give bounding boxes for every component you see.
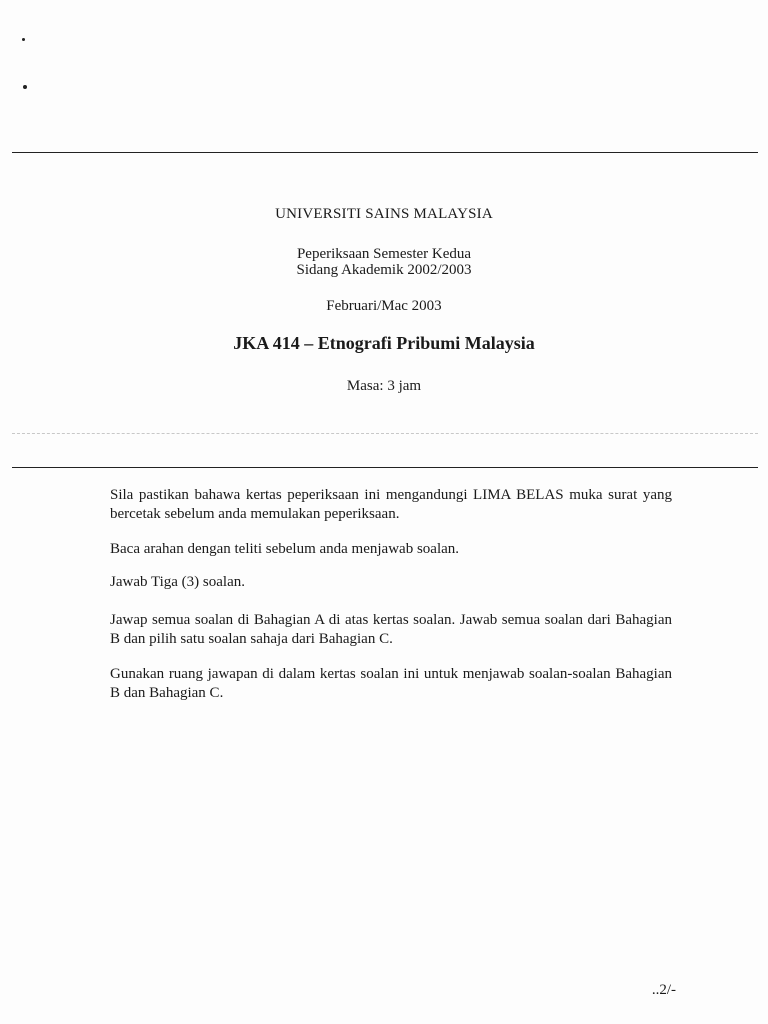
middle-rule (12, 467, 758, 468)
instruction-sections: Jawap semua soalan di Bahagian A di atas kertas soalan. Jawab semua soalan dari Bahagian B dan pilih satu soalan sahaja dari Bahagian C. (110, 612, 672, 647)
page-number: ..2/- (651, 982, 676, 998)
instruction-answer-space: Gunakan ruang jawapan di dalam kertas soalan ini untuk menjawab soalan-soalan Bahagian B dan Bahagian C. (110, 666, 672, 701)
exam-semester: Peperiksaan Semester Kedua (296, 246, 472, 262)
university-name: UNIVERSITI SAINS MALAYSIA (275, 206, 493, 222)
faint-divider (12, 433, 758, 434)
scan-speck (23, 85, 27, 89)
exam-date: Februari/Mac 2003 (326, 298, 442, 314)
academic-session: Sidang Akademik 2002/2003 (296, 262, 472, 278)
exam-duration: Masa: 3 jam (346, 378, 422, 394)
instruction-answer-three: Jawab Tiga (3) soalan. (110, 574, 245, 590)
instruction-page-count: Sila pastikan bahawa kertas peperiksaan ini mengandungi LIMA BELAS muka surat yang bercetak sebelum anda memulakan peperiksaan. (110, 487, 672, 522)
top-rule (12, 152, 758, 153)
course-title: JKA 414 – Etnografi Pribumi Malaysia (233, 333, 535, 353)
instruction-read-carefully: Baca arahan dengan teliti sebelum anda menjawab soalan. (110, 541, 460, 557)
scan-speck (22, 38, 25, 41)
